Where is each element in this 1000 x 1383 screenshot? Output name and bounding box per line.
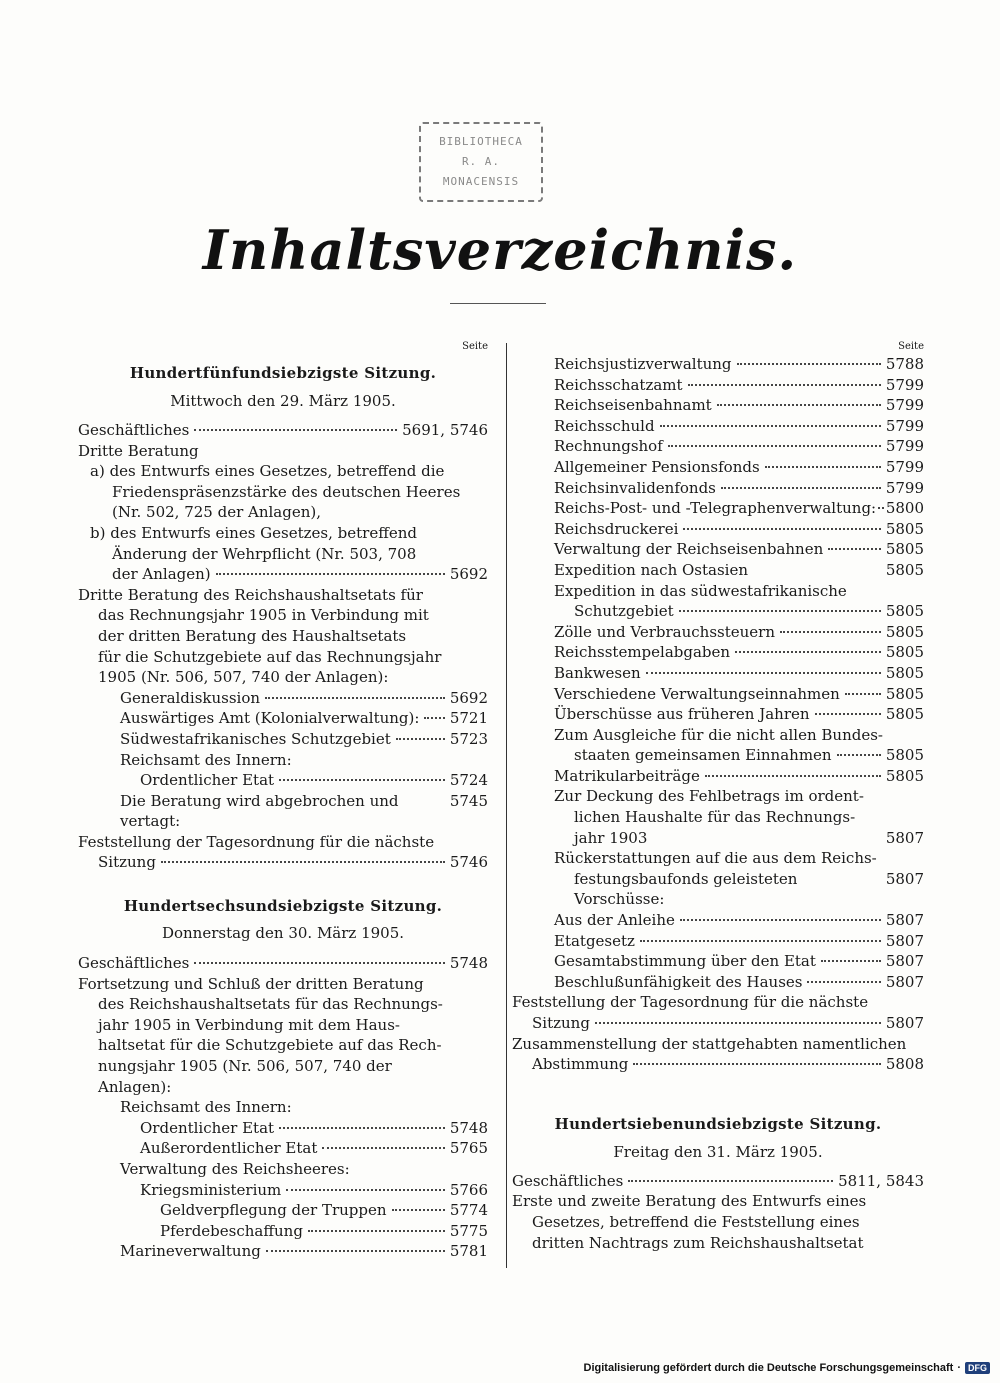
toc-text: Zur Deckung des Fehlbetrags im ordent- <box>554 787 864 806</box>
leader-dots <box>392 1209 445 1211</box>
page-number: 5805 <box>885 560 924 579</box>
session-date: Freitag den 31. März 1905. <box>613 1142 823 1161</box>
toc-text: haltsetat für die Schutzgebiete auf das Rech- <box>98 1036 442 1055</box>
leader-dots <box>828 548 881 550</box>
toc-text: Dritte Beratung <box>78 441 199 460</box>
page-number: 5721 <box>449 709 488 728</box>
toc-entry <box>512 663 924 684</box>
toc-entry <box>512 1171 924 1192</box>
page-number: 5788 <box>885 355 924 373</box>
leader-dots <box>679 610 881 612</box>
toc-entry <box>78 420 488 441</box>
toc-text: dritten Nachtrags zum Reichshaushaltsetat <box>532 1233 864 1252</box>
entry-label: Südwestafrikanisches Schutzgebiet <box>120 729 391 748</box>
toc-text: Änderung der Wehrpflicht (Nr. 503, 708 <box>112 544 417 563</box>
toc-text: Zum Ausgleiche für die nicht allen Bundes- <box>554 725 883 744</box>
toc-entry <box>512 951 924 972</box>
toc-text: Gesetzes, betreffend die Feststellung eines <box>532 1212 860 1231</box>
session-heading: Hundertsiebenundsiebzigste Sitzung. <box>554 1114 882 1133</box>
digitization-credit: Digitalisierung gefördert durch die Deutsche Forschungsgemeinschaft · DFG <box>584 1362 990 1374</box>
entry-label: Reichsjustizverwaltung <box>554 355 732 373</box>
leader-dots <box>396 738 445 740</box>
stamp-line: MONACENSIS <box>442 175 520 188</box>
entry-label: Pferdebeschaffung <box>160 1221 303 1240</box>
leader-dots <box>216 573 445 575</box>
toc-entry <box>512 416 924 437</box>
toc-entry <box>512 375 924 396</box>
toc-entry <box>512 436 924 457</box>
toc-entry <box>512 1013 924 1034</box>
toc-entry <box>512 601 924 622</box>
leader-dots <box>266 1250 445 1252</box>
leader-dots <box>737 363 881 365</box>
leader-dots <box>308 1230 445 1232</box>
page-number: 5805 <box>885 746 924 765</box>
entry-label: Reichsinvalidenfonds <box>554 478 716 497</box>
toc-entry <box>512 1054 924 1075</box>
leader-dots <box>628 1180 833 1182</box>
toc-text: Reichsamt des Innern: <box>120 1098 292 1117</box>
toc-text: jahr 1905 in Verbindung mit dem Haus- <box>98 1015 400 1034</box>
toc-entry <box>78 564 488 585</box>
entry-label: Überschüsse aus früheren Jahren <box>554 705 810 724</box>
toc-text: a) des Entwurfs eines Gesetzes, betreffend die <box>90 462 445 481</box>
page-number: 5808 <box>885 1055 924 1074</box>
toc-entry <box>512 478 924 499</box>
entry-label: Rechnungshof <box>554 437 663 456</box>
toc-text: b) des Entwurfs eines Gesetzes, betreffend <box>90 523 417 542</box>
page-number: 5799 <box>885 457 924 476</box>
leader-dots <box>753 569 881 571</box>
toc-entry <box>78 1118 488 1139</box>
column-divider <box>506 343 507 1268</box>
page-number: 5805 <box>885 663 924 682</box>
entry-label: Aus der Anleihe <box>554 911 675 930</box>
toc-text: lichen Haushalte für das Rechnungs- <box>574 808 856 827</box>
title-rule <box>450 303 546 304</box>
page-number: 5799 <box>885 416 924 435</box>
entry-label: Geldverpflegung der Truppen <box>160 1201 387 1220</box>
toc-text: Expedition in das südwestafrikanische <box>554 581 847 600</box>
toc-entry <box>512 828 924 849</box>
toc-entry <box>78 708 488 729</box>
leader-dots <box>652 837 880 839</box>
leader-dots <box>780 631 881 633</box>
entry-label: Gesamtabstimmung über den Etat <box>554 952 816 971</box>
entry-label: Auswärtiges Amt (Kolonialverwaltung): <box>120 709 420 728</box>
toc-entry <box>78 1138 488 1159</box>
toc-text: Reichsamt des Innern: <box>120 750 292 769</box>
page-number: 5766 <box>449 1180 488 1199</box>
entry-label: jahr 1903 <box>574 828 648 847</box>
entry-label: Abstimmung <box>532 1055 629 1074</box>
leader-dots <box>161 861 445 863</box>
leader-dots <box>837 754 881 756</box>
entry-label: Bankwesen <box>554 663 641 682</box>
page-number: 5807 <box>885 931 924 950</box>
credit-text: Digitalisierung gefördert durch die Deutsche Forschungsgemeinschaft <box>583 1362 954 1374</box>
toc-entry <box>512 560 924 581</box>
toc-entry <box>78 770 488 791</box>
page-number: 5799 <box>885 478 924 497</box>
toc-text: 1905 (Nr. 506, 507, 740 der Anlagen): <box>98 668 389 687</box>
entry-label: Geschäftliches <box>78 421 190 439</box>
left-column <box>78 340 488 1262</box>
page-number: 5748 <box>449 954 488 973</box>
stamp-line: BIBLIOTHECA <box>439 135 523 148</box>
entry-label: Beschlußunfähigkeit des Hauses <box>554 972 803 991</box>
toc-entry <box>78 953 488 974</box>
page-number: 5781 <box>449 1242 488 1261</box>
toc-entry <box>78 1180 488 1201</box>
entry-label: Marineverwaltung <box>120 1242 261 1261</box>
toc-entry <box>512 539 924 560</box>
toc-entry <box>78 688 488 709</box>
toc-entry <box>512 498 924 519</box>
toc-text: Feststellung der Tagesordnung für die nächste <box>512 993 869 1012</box>
toc-entry <box>78 791 488 832</box>
toc-entry <box>512 519 924 540</box>
entry-label: Ordentlicher Etat <box>140 771 275 790</box>
page-number: 5805 <box>885 519 924 538</box>
entry-label: Reichsstempelabgaben <box>554 643 731 662</box>
session-date: Donnerstag den 30. März 1905. <box>161 924 405 943</box>
toc-entry <box>512 457 924 478</box>
entry-label: Expedition nach Ostasien <box>554 560 749 579</box>
page-number: 5805 <box>885 643 924 662</box>
entry-label: Außerordentlicher Etat <box>140 1139 318 1158</box>
toc-entry <box>512 910 924 931</box>
toc-entry <box>512 704 924 725</box>
leader-dots <box>807 981 880 983</box>
entry-label: Zölle und Verbrauchssteuern <box>554 622 775 641</box>
entry-label: Sitzung <box>532 1014 590 1032</box>
entry-label: Geschäftliches <box>78 954 190 973</box>
page-number: 5691, 5746 <box>402 421 488 439</box>
page-number: 5745 <box>449 791 488 810</box>
page-number: 5746 <box>449 853 488 872</box>
toc-text: der dritten Beratung des Haushaltsetats <box>98 626 407 645</box>
leader-dots <box>821 960 881 962</box>
leader-dots <box>717 404 881 406</box>
toc-entry <box>512 931 924 952</box>
page-number: 5811, 5843 <box>838 1171 924 1190</box>
leader-dots <box>765 466 881 468</box>
page-number: 5799 <box>885 375 924 394</box>
entry-label: Reichs-Post- und -Telegraphenverwaltung: <box>554 499 877 518</box>
leader-dots <box>688 384 881 386</box>
page-number: 5724 <box>449 771 488 790</box>
entry-label: der Anlagen) <box>112 565 211 584</box>
entry-label: Sitzung <box>98 853 156 872</box>
leader-dots <box>194 962 444 964</box>
leader-dots <box>633 1063 880 1065</box>
toc-text: das Rechnungsjahr 1905 in Verbindung mit <box>98 606 429 625</box>
toc-text: Feststellung der Tagesordnung für die nächste <box>78 832 435 851</box>
page-title: Inhaltsverzeichnis. <box>202 218 798 282</box>
toc-entry <box>78 1241 488 1262</box>
page-column-label: Seite <box>898 341 924 352</box>
leader-dots <box>279 779 445 781</box>
toc-entry <box>512 684 924 705</box>
leader-dots <box>194 429 397 431</box>
page-number: 5775 <box>449 1221 488 1240</box>
toc-text: Fortsetzung und Schluß der dritten Beratung <box>78 974 424 993</box>
session-date: Mittwoch den 29. März 1905. <box>170 392 396 410</box>
page-number: 5692 <box>449 565 488 584</box>
page-number: 5807 <box>885 828 924 847</box>
page-number: 5807 <box>885 869 924 888</box>
leader-dots <box>683 528 880 530</box>
leader-dots <box>640 940 881 942</box>
entry-label: Reichsschuld <box>554 416 655 435</box>
toc-entry <box>512 354 924 375</box>
leader-dots <box>265 697 445 699</box>
entry-label: Schutzgebiet <box>574 602 674 621</box>
toc-text: für die Schutzgebiete auf das Rechnungsjahr <box>98 647 442 666</box>
page-number: 5807 <box>885 1014 924 1032</box>
page-number: 5807 <box>885 911 924 930</box>
leader-dots <box>424 717 444 719</box>
page-number: 5805 <box>885 602 924 621</box>
page-number: 5723 <box>449 729 488 748</box>
page-number: 5800 <box>885 499 924 518</box>
page-column-label: Seite <box>462 341 488 352</box>
toc-text: Friedenspräsenzstärke des deutschen Heeres <box>112 482 461 501</box>
page-number: 5799 <box>885 396 924 415</box>
toc-text: nungsjahr 1905 (Nr. 506, 507, 740 der <box>98 1057 392 1076</box>
toc-text: Rückerstattungen auf die aus dem Reichs- <box>554 849 877 868</box>
toc-entry <box>512 766 924 787</box>
entry-label: Geschäftliches <box>512 1171 624 1190</box>
entry-label: Reichsdruckerei <box>554 519 679 538</box>
session-heading: Hundertsechsundsiebzigste Sitzung. <box>123 897 443 916</box>
leader-dots <box>815 713 881 715</box>
leader-dots <box>668 445 881 447</box>
toc-text: Verwaltung des Reichsheeres: <box>120 1160 350 1178</box>
leader-dots <box>878 507 884 509</box>
toc-entry <box>512 395 924 416</box>
toc-entry <box>78 729 488 750</box>
leader-dots <box>595 1022 881 1024</box>
toc-text: Dritte Beratung des Reichshaushaltsetats für <box>78 585 423 604</box>
entry-label: Reichsschatzamt <box>554 375 683 394</box>
dfg-logo-icon: DFG <box>965 1362 990 1374</box>
toc-entry <box>78 852 488 873</box>
right-column <box>512 340 924 1253</box>
leader-dots <box>845 693 881 695</box>
entry-label: Die Beratung wird abgebrochen und vertagt: <box>120 791 399 831</box>
page-number: 5692 <box>449 688 488 707</box>
toc-text: (Nr. 502, 725 der Anlagen), <box>112 503 322 522</box>
page-number: 5805 <box>885 684 924 703</box>
page-number: 5774 <box>449 1201 488 1220</box>
entry-label: Verschiedene Verwaltungseinnahmen <box>554 684 840 703</box>
page-number: 5805 <box>885 622 924 641</box>
page-number: 5807 <box>885 952 924 971</box>
leader-dots <box>721 487 881 489</box>
entry-label: Reichseisenbahnamt <box>554 396 712 415</box>
leader-dots <box>735 651 881 653</box>
leader-dots <box>646 672 881 674</box>
toc-entry <box>512 869 924 910</box>
toc-entry <box>512 622 924 643</box>
entry-label: festungsbaufonds geleisteten Vorschüsse: <box>574 869 798 909</box>
entry-label: Kriegsministerium <box>140 1180 282 1199</box>
entry-label: Matrikularbeiträge <box>554 766 700 785</box>
page-number: 5807 <box>885 972 924 991</box>
entry-label: Allgemeiner Pensionsfonds <box>554 457 760 476</box>
page-number: 5805 <box>885 540 924 559</box>
page-number: 5805 <box>885 705 924 724</box>
toc-entry <box>512 642 924 663</box>
entry-label: Ordentlicher Etat <box>140 1118 275 1137</box>
leader-dots <box>680 919 881 921</box>
toc-entry <box>78 1221 488 1242</box>
toc-entry <box>78 1200 488 1221</box>
toc-entry <box>512 972 924 993</box>
entry-label: staaten gemeinsamen Einnahmen <box>574 746 832 765</box>
toc-text: des Reichshaushaltsetats für das Rechnungs- <box>98 995 443 1014</box>
leader-dots <box>705 775 881 777</box>
leader-dots <box>322 1147 444 1149</box>
session-heading: Hundertfünfundsiebzigste Sitzung. <box>129 364 437 382</box>
leader-dots <box>279 1127 445 1129</box>
page-number: 5805 <box>885 766 924 785</box>
entry-label: Verwaltung der Reichseisenbahnen <box>554 540 824 559</box>
toc-text: Anlagen): <box>98 1077 172 1096</box>
page-number: 5748 <box>449 1118 488 1137</box>
leader-dots <box>660 425 881 427</box>
page-number: 5799 <box>885 437 924 456</box>
stamp-line: R. A. <box>461 155 501 168</box>
leader-dots <box>286 1189 445 1191</box>
toc-text: Erste und zweite Beratung des Entwurfs eines <box>512 1192 867 1211</box>
library-stamp <box>419 122 543 202</box>
page-number: 5765 <box>449 1139 488 1158</box>
entry-label: Etatgesetz <box>554 931 635 950</box>
toc-entry <box>512 745 924 766</box>
toc-text: Zusammenstellung der stattgehabten namentlichen <box>512 1034 907 1053</box>
entry-label: Generaldiskussion <box>120 688 261 707</box>
